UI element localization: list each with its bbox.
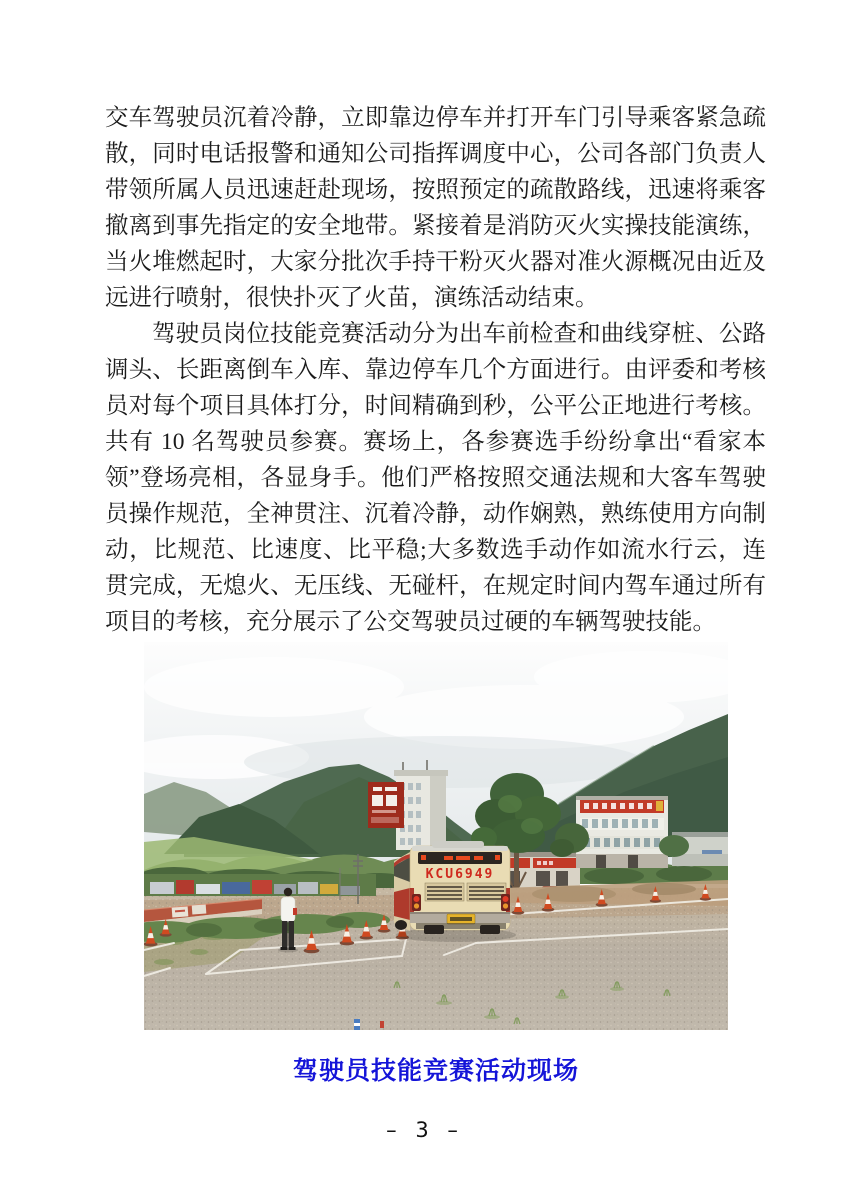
body-text-block	[105, 100, 766, 640]
photo-caption: 驾驶员技能竞赛活动现场	[292, 1058, 579, 1085]
page-number: – 3 –	[386, 1118, 464, 1142]
paragraph-2: 驾驶员岗位技能竞赛活动分为出车前检查和曲线穿桩、公路调头、长距离倒车入库、靠边停车几个方面进行。由评委和考核员对每个项目具体打分，时间精确到秒，公平公正地进行考核。共有 10 名驾驶员参赛。赛场上，各参赛选手纷纷拿出“看家本领”登场亮相，各显身手。他们严格按照交通法规和大客车驾驶员操作规范，全神贯注、沉着冷静，动作娴熟，熟练使用方向制动，比规范、比速度、比平稳;大多数选手动作如流水行云，连贯完成，无熄火、无压线、无碰杆，在规定时间内驾车通过所有项目的考核，充分展示了公交驾驶员过硬的车辆驾驶技能。	[105, 321, 766, 635]
bus	[394, 841, 516, 942]
competition-photo	[144, 642, 728, 1030]
paragraph-1: 交车驾驶员沉着冷静，立即靠边停车并打开车门引导乘客紧急疏散，同时电话报警和通知公司指挥调度中心，公司各部门负责人带领所属人员迅速赶赴现场，按照预定的疏散路线，迅速将乘客撤离到事先指定的安全地带。紧接着是消防灭火实操技能演练，当火堆燃起时，大家分批次手持干粉灭火器对准火源概况由近及远进行喷射，很快扑灭了火苗，演练活动结束。	[105, 105, 766, 311]
photo-figure	[144, 642, 728, 1087]
parked-vehicles	[144, 874, 376, 896]
bus-rear-number: KCU6949	[425, 867, 495, 882]
